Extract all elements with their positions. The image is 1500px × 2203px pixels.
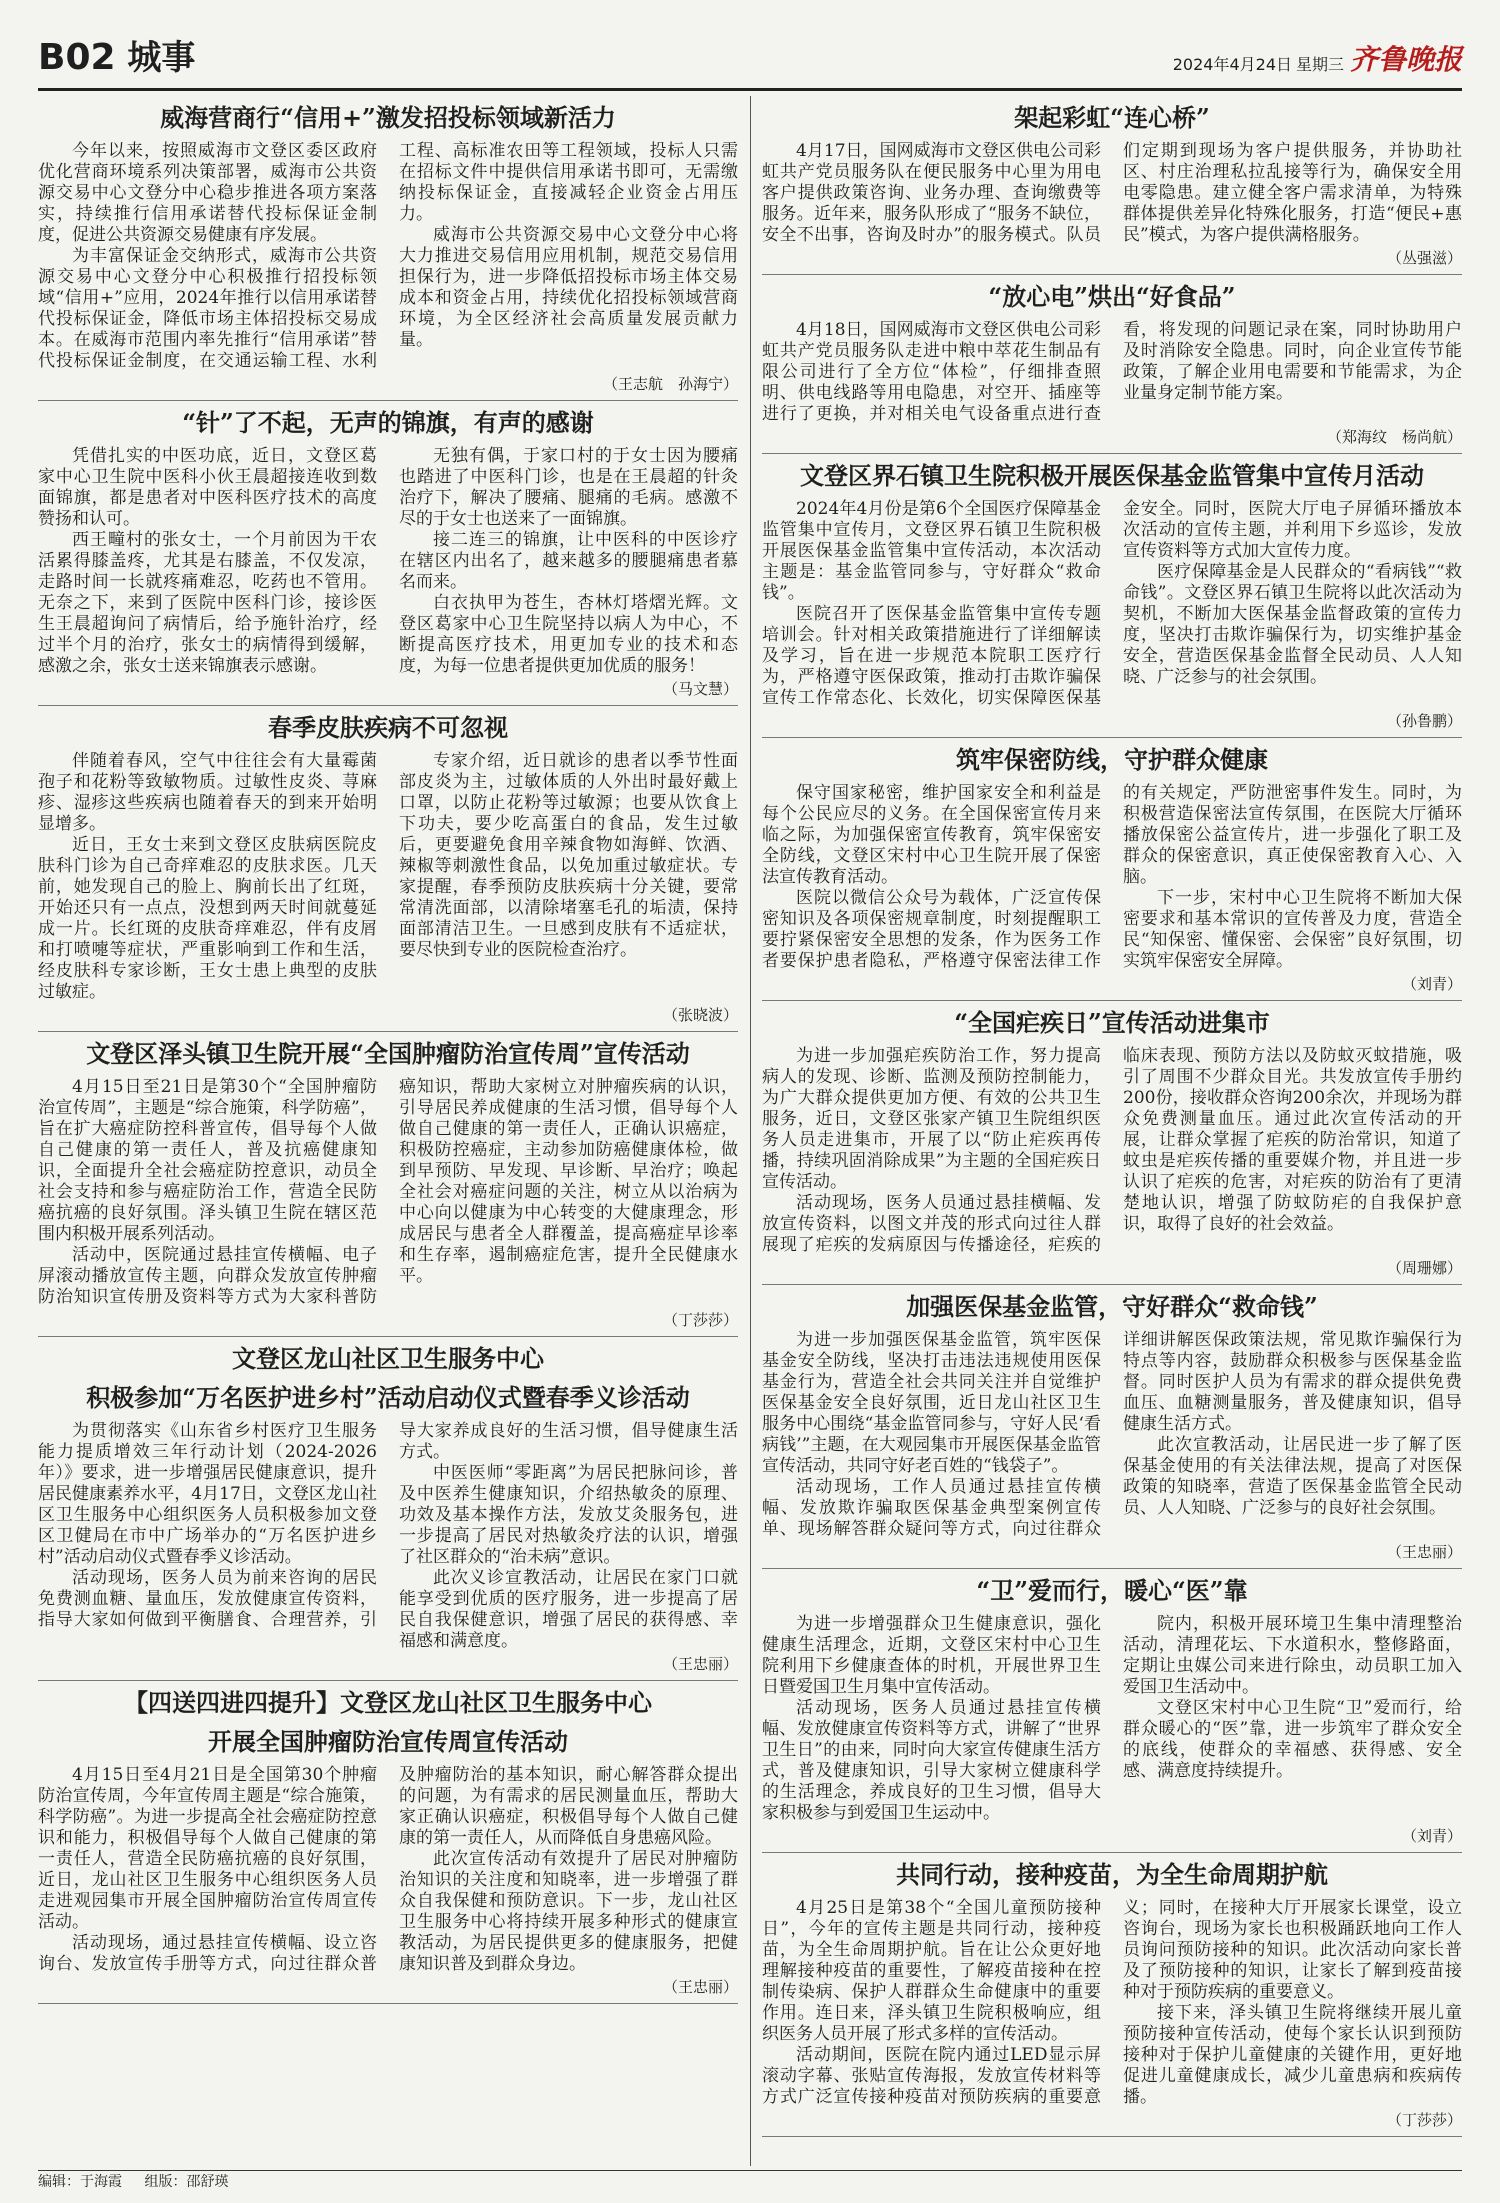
- article-byline: （丛强滋）: [1386, 249, 1462, 267]
- article-byline: （张晓波）: [662, 1006, 738, 1024]
- article-paragraph: 4月15日至21日是第30个“全国肿瘤防治宣传周”，主题是“综合施策，科学防癌”，旨在扩大癌症防控科普宣传，倡导每个人做自己健康的第一责任人，普及抗癌健康知识，全面提升全社会癌症防控意识，动员全社会支持和参与癌症防治工作，营造全民防癌抗癌的良好氛围。泽头镇卫生院在辖区范围内积极开展系列活动。: [38, 1077, 377, 1244]
- article-paragraph: 活动现场，医务人员通过悬挂横幅、发放宣传资料，以图文并茂的形式向过往人群展现了疟疾的发病原因与传播途径，疟疾的临床表现、预防方法以及防蚊灭蚊措施，吸引了周围不少群众目光。共发放宣传手册约200份，接收群众咨询200余次，并现场为群众免费测量血压。通过此次宣传活动的开展，让群众掌握了疟疾的防治常识，知道了蚊虫是疟疾传播的重要媒介物，并且进一步认识了疟疾的危害，对疟疾的防治有了更清楚地认识，增强了防蚊防疟的自我保护意识，取得了良好的社会效益。: [762, 1046, 1462, 1255]
- article: [38, 1681, 738, 2004]
- section-title: [38, 30, 195, 79]
- article: [762, 1285, 1462, 1569]
- article: [38, 706, 738, 1032]
- article-body: [38, 1421, 738, 1652]
- article-headline: 威海营商行“信用+”激发招投标领域新活力: [160, 103, 616, 132]
- article: [38, 1032, 738, 1337]
- article-paragraph: 专家介绍，近日就诊的患者以季节性面部皮炎为主，过敏体质的人外出时最好戴上口罩，以防止花粉等过敏源；也要从饮食上下功夫，要少吃高蛋白的食品，发生过敏后，更要避免食用辛辣食物如海鲜、饮酒、辣椒等刺激性食品，以免加重过敏症状。专家提醒，春季预防皮肤疾病十分关键，要常常清洗面部，以清除堵塞毛孔的垢渍，保持面部清洁卫生。一旦感到皮肤有不适症状，要尽快到专业的医院检查治疗。: [399, 751, 738, 960]
- article-paragraph: 今年以来，按照威海市文登区委区政府优化营商环境系列决策部署，威海市公共资源交易中心文登分中心稳步推进各项方案落实，持续推行信用承诺替代投标保证金制度，促进公共资源交易健康有序发展。: [38, 141, 377, 245]
- article-paragraph: 中医医师“零距离”为居民把脉问诊，普及中医养生健康知识，介绍热敏灸的原理、功效及基本操作方法，发放艾灸服务包，进一步提高了居民对热敏灸疗法的认识，增强了社区群众的“治未病”意识。: [399, 1463, 738, 1567]
- article: [762, 738, 1462, 1001]
- article-headline: 文登区泽头镇卫生院开展“全国肿瘤防治宣传周”宣传活动: [86, 1039, 690, 1068]
- article-paragraph: 伴随着春风，空气中往往会有大量霉菌孢子和花粉等致敏物质。过敏性皮炎、荨麻疹、湿疹这些疾病也随着春天的到来开始明显增多。: [38, 751, 377, 834]
- article-headline: “全国疟疾日”宣传活动进集市: [954, 1008, 1270, 1037]
- article-paragraph: 此次义诊宣教活动，让居民在家门口就能享受到优质的医疗服务，进一步提高了居民自我保健意识，增强了居民的获得感、幸福感和满意度。: [399, 1568, 738, 1651]
- article-paragraph: 此次宣教活动，让居民进一步了解了医保基金使用的有关法律法规，提高了对医保政策的知晓率，营造了医保基金监管全民动员、人人知晓、广泛参与的良好社会氛围。: [1123, 1435, 1462, 1518]
- article-byline: （王忠丽）: [662, 1978, 738, 1996]
- article: [762, 454, 1462, 738]
- article-body: [762, 320, 1462, 425]
- article: [762, 1001, 1462, 1285]
- article-byline: （孙鲁鹏）: [1386, 712, 1462, 730]
- editor-credit: 编辑：于海霞: [38, 2174, 122, 2190]
- article-body: [38, 1077, 738, 1308]
- article-paragraph: 保守国家秘密，维护国家安全和利益是每个公民应尽的义务。在全国保密宣传月来临之际，为加强保密宣传教育，筑牢保密安全防线，文登区宋村中心卫生院开展了保密法宣传教育活动。: [762, 783, 1101, 887]
- article-paragraph: 活动现场，通过悬挂宣传横幅、设立咨询台、发放宣传手册等方式，向过往群众普及肿瘤防治的基本知识，耐心解答群众提出的问题，为有需求的居民测量血压，帮助大家正确认识癌症，积极倡导每个人做自己健康的第一责任人，从而降低自身患癌风险。: [38, 1765, 738, 1974]
- article-headline: 筑牢保密防线，守护群众健康: [956, 745, 1268, 774]
- article-headline: 春季皮肤疾病不可忽视: [268, 713, 508, 742]
- article-body: [38, 1765, 738, 1975]
- article-paragraph: 活动期间，医院在院内通过LED显示屏滚动字幕、张贴宣传海报，发放宣传材料等方式广泛宣传接种疫苗对预防疾病的重要意义；同时，在接种大厅开展家长课堂，设立咨询台，现场为家长也积极踊跃地向工作人员询问预防接种的知识。此次活动向家长普及了预防接种的知识，让家长了解到疫苗接种对于预防疾病的重要意义。: [762, 1898, 1462, 2107]
- article-paragraph: 医院以微信公众号为载体，广泛宣传保密知识及各项保密规章制度，时刻提醒职工要拧紧保密安全思想的发条，作为医务工作者要保护患者隐私，严格遵守保密法律工作的有关规定，严防泄密事件发生。同时，为积极营造保密法宣传氛围，在医院大厅循环播放保密公益宣传片，进一步强化了职工及群众的保密意识，真正使保密教育入心、入脑。: [762, 783, 1462, 971]
- article-paragraph: 活动现场，工作人员通过悬挂宣传横幅、发放欺诈骗取医保基金典型案例宣传单、现场解答群众疑问等方式，向过往群众详细讲解医保政策法规，常见欺诈骗保行为特点等内容，鼓励群众积极参与医保基金监督。同时医护人员为有需求的群众提供免费血压、血糖测量服务，普及健康知识，倡导健康生活方式。: [762, 1330, 1462, 1539]
- column-divider: [750, 96, 751, 2166]
- article-headline: 共同行动，接种疫苗，为全生命周期护航: [896, 1860, 1328, 1889]
- article-headline: 文登区界石镇卫生院积极开展医保基金监管集中宣传月活动: [800, 461, 1424, 490]
- article-paragraph: 4月25日是第38个“全国儿童预防接种日”，今年的宣传主题是共同行动，接种疫苗，为全生命周期护航。旨在让公众更好地理解接种疫苗的重要性，了解疫苗接种在控制传染病、保护人群群众生命健康中的重要作用。连日来，泽头镇卫生院积极响应，组织医务人员开展了形式多样的宣传活动。: [762, 1898, 1101, 2044]
- article-byline: （王志航 孙海宁）: [602, 375, 738, 393]
- article-paragraph: 为进一步加强医保基金监管，筑牢医保基金安全防线，坚决打击违法违规使用医保基金行为，营造全社会共同关注并自觉维护医保基金安全良好氛围，近日龙山社区卫生服务中心围绕“基金监管同参与，守好人民‘看病钱’”主题，在大观园集市开展医保基金监管宣传活动，共同守好老百姓的“钱袋子”。: [762, 1330, 1101, 1476]
- article-paragraph: 威海市公共资源交易中心文登分中心将大力推进交易信用应用机制，规范交易信用担保行为，进一步降低招投标市场主体交易成本和资金占用，持续优化招投标领域营商环境，为全区经济社会高质量发展贡献力量。: [399, 225, 738, 350]
- article-paragraph: 院内，积极开展环境卫生集中清理整治活动，清理花坛、下水道积水，整修路面，定期让虫媒公司来进行除虫，动员职工加入爱国卫生活动中。: [1123, 1614, 1462, 1697]
- article-paragraph: 为贯彻落实《山东省乡村医疗卫生服务能力提质增效三年行动计划（2024-2026年）》要求，进一步增强居民健康意识，提升居民健康素养水平，4月17日，文登区龙山社区卫生服务中心组织医务人员积极参加文登区卫健局在市中广场举办的“万名医护进乡村”活动启动仪式暨春季义诊活动。: [38, 1421, 377, 1567]
- article: [762, 1569, 1462, 1853]
- article-paragraph: 此次宣传活动有效提升了居民对肿瘤防治知识的关注度和知晓率，进一步增强了群众自我保健和预防意识。下一步，龙山社区卫生服务中心将持续开展多种形式的健康宣教活动，为居民提供更多的健康服务，把健康知识普及到群众身边。: [399, 1849, 738, 1974]
- article: [762, 275, 1462, 454]
- article-paragraph: 医院召开了医保基金监管集中宣传专题培训会。针对相关政策措施进行了详细解读及学习，旨在进一步规范本院职工医疗行为，严格遵守医保政策，推动打击欺诈骗保宣传工作常态化、长效化，切实保障医保基金安全。同时，医院大厅电子屏循环播放本次活动的宣传主题，并利用下乡巡诊，发放宣传资料等方式加大宣传力度。: [762, 499, 1462, 708]
- article-subheadline: 开展全国肿瘤防治宣传周宣传活动: [208, 1727, 568, 1756]
- article-headline: “针”了不起，无声的锦旗，有声的感谢: [182, 408, 594, 437]
- article-byline: （周珊娜）: [1386, 1259, 1462, 1277]
- article: [762, 1853, 1462, 2137]
- article-headline: 【四送四进四提升】文登区龙山社区卫生服务中心: [124, 1688, 652, 1717]
- right-column: [762, 96, 1462, 2166]
- article-headline: 加强医保基金监管，守好群众“救命钱”: [906, 1292, 1318, 1321]
- footer: [38, 2170, 1462, 2195]
- article-body: [762, 1330, 1462, 1540]
- left-column: [38, 96, 738, 2166]
- article-paragraph: 西王疃村的张女士，一个月前因为干农活累得膝盖疼，尤其是右膝盖，不仅发凉，走路时间一长就疼痛难忍，吃药也不管用。无奈之下，来到了医院中医科门诊，接诊医生王晨超询问了病情后，给予施针治疗，经过半个月的治疗，张女士的病情得到缓解，感激之余，张女士送来锦旗表示感谢。: [38, 530, 377, 676]
- article-paragraph: 活动现场，医务人员通过悬挂宣传横幅、发放健康宣传资料等方式，讲解了“世界卫生日”的由来，同时向大家宣传健康生活方式，普及健康知识，引导大家树立健康科学的生活理念，养成良好的卫生习惯，倡导大家积极参与到爱国卫生运动中。: [762, 1698, 1101, 1823]
- masthead: [38, 28, 1462, 91]
- article-paragraph: 为进一步加强疟疾防治工作，努力提高病人的发现、诊断、监测及预防控制能力，为广大群众提供更加方便、有效的公共卫生服务，近日，文登区张家产镇卫生院组织医务人员走进集市，开展了以“防止疟疾再传播，持续巩固消除成果”为主题的全国疟疾日宣传活动。: [762, 1046, 1101, 1192]
- article: [38, 96, 738, 401]
- article-body: [762, 783, 1462, 972]
- article: [762, 96, 1462, 275]
- article-paragraph: 医疗保障基金是人民群众的“看病钱”“救命钱”。文登区界石镇卫生院将以此次活动为契机，不断加大医保基金监督政策的宣传力度，坚决打击欺诈骗保行为，切实维护基金安全，营造医保基金监督全民动员、人人知晓、广泛参与的社会氛围。: [1123, 562, 1462, 687]
- issue-weekday: 星期三: [1295, 55, 1344, 74]
- article-paragraph: 近日，王女士来到文登区皮肤病医院皮肤科门诊为自己奇痒难忍的皮肤求医。几天前，她发现自己的脸上、胸前长出了红斑，开始还只有一点点，没想到两天时间就蔓延成一片。长红斑的皮肤奇痒难忍，伴有皮屑和打喷嚏等症状，严重影响到工作和生活，经皮肤科专家诊断，王女士患上典型的皮肤过敏症。: [38, 835, 377, 1002]
- article-subheadline: 积极参加“万名医护进乡村”活动启动仪式暨春季义诊活动: [86, 1383, 690, 1412]
- article-body: [762, 499, 1462, 709]
- article-byline: （马文慧）: [662, 680, 738, 698]
- article-body: [762, 141, 1462, 246]
- article-paragraph: 接下来，泽头镇卫生院将继续开展儿童预防接种宣传活动，使每个家长认识到预防接种对于保护儿童健康的关键作用，更好地促进儿童健康成长，减少儿童患病和疾病传播。: [1123, 2003, 1462, 2107]
- article-byline: （刘青）: [1401, 975, 1462, 993]
- article: [38, 401, 738, 706]
- newspaper-logo: 齐鲁晚报: [1349, 43, 1462, 76]
- article-paragraph: 下一步，宋村中心卫生院将不断加大保密要求和基本常识的宣传普及力度，营造全民“知保密、懂保密、会保密”良好氛围，切实筑牢保密安全屏障。: [1123, 888, 1462, 971]
- section-name: 城事: [127, 38, 196, 78]
- article-body: [762, 1046, 1462, 1256]
- article-paragraph: 活动现场，医务人员为前来咨询的居民免费测血糖、量血压，发放健康宣传资料，指导大家如何做到平衡膳食、合理营养，引导大家养成良好的生活习惯，倡导健康生活方式。: [38, 1421, 738, 1630]
- article-paragraph: 无独有偶，于家口村的于女士因为腰痛也踏进了中医科门诊，也是在王晨超的针灸治疗下，解决了腰痛、腿痛的毛病。感激不尽的于女士也送来了一面锦旗。: [399, 446, 738, 529]
- article-headline: “卫”爱而行，暖心“医”靠: [976, 1576, 1248, 1605]
- article-paragraph: 4月15日至4月21日是全国第30个肿瘤防治宣传周，今年宣传周主题是“综合施策，科学防癌”。为进一步提高全社会癌症防控意识和能力，积极倡导每个人做自己健康的第一责任人，营造全民防癌抗癌的良好氛围，近日，龙山社区卫生服务中心组织医务人员走进观园集市开展全国肿瘤防治宣传周宣传活动。: [38, 1765, 377, 1932]
- article-paragraph: 文登区宋村中心卫生院“卫”爱而行，给群众暖心的“医”靠，进一步筑牢了群众安全的底线，使群众的幸福感、获得感、安全感、满意度持续提升。: [1123, 1698, 1462, 1781]
- article-body: [38, 751, 738, 1003]
- article-headline: 架起彩虹“连心桥”: [1014, 103, 1210, 132]
- issue-date: 2024年4月24日: [1172, 55, 1292, 74]
- article-paragraph: 接二连三的锦旗，让中医科的中医诊疗在辖区内出名了，越来越多的腰腿痛患者慕名而来。: [399, 530, 738, 592]
- article-byline: （刘青）: [1401, 1827, 1462, 1845]
- article-headline: 文登区龙山社区卫生服务中心: [232, 1344, 544, 1373]
- article-paragraph: 活动中，医院通过悬挂宣传横幅、电子屏滚动播放宣传主题，向群众发放宣传肿瘤防治知识宣传册及资料等方式为大家科普防癌知识，帮助大家树立对肿瘤疾病的认识，引导居民养成健康的生活习惯，倡导每个人做自己健康的第一责任人，正确认识癌症，积极防控癌症，主动参加防癌健康体检，做到早预防、早发现、早诊断、早治疗；唤起全社会对癌症问题的关注，树立从以治病为中心向以健康为中心转变的大健康理念，形成居民与患者全人群覆盖，提高癌症早诊率和生存率，遏制癌症危害，提升全民健康水平。: [38, 1077, 738, 1307]
- article-byline: （丁莎莎）: [662, 1311, 738, 1329]
- article-byline: （王忠丽）: [1386, 1543, 1462, 1561]
- article-paragraph: 4月18日，国网威海市文登区供电公司彩虹共产党员服务队走进中粮中萃花生制品有限公司进行了全方位“体检”，仔细排查照明、供电线路等用电隐患，对空开、插座等进行了更换，并对相关电气设备重点进行查看，将发现的问题记录在案，同时协助用户及时消除安全隐患。同时，向企业宣传节能政策，了解企业用电需要和节能需求，为企业量身定制节能方案。: [762, 320, 1462, 424]
- section-code: B02: [38, 37, 116, 78]
- article-body: [38, 446, 738, 677]
- article-paragraph: 2024年4月份是第6个全国医疗保障基金监管集中宣传月，文登区界石镇卫生院积极开展医保基金监管集中宣传活动，本次活动主题是：基金监管同参与，守好群众“救命钱”。: [762, 499, 1101, 603]
- article: [38, 1337, 738, 1681]
- article-byline: （丁莎莎）: [1386, 2111, 1462, 2129]
- article-paragraph: 白衣执甲为苍生，杏林灯塔熠光辉。文登区葛家中心卫生院坚持以病人为中心，不断提高医疗技术，用更加专业的技术和态度，为每一位患者提供更加优质的服务！: [399, 593, 738, 676]
- article-paragraph: 为进一步增强群众卫生健康意识，强化健康生活理念，近期，文登区宋村中心卫生院利用下乡健康查体的时机，开展世界卫生日暨爱国卫生月集中宣传活动。: [762, 1614, 1101, 1697]
- article-body: [762, 1614, 1462, 1824]
- article-byline: （郑海纹 杨尚航）: [1326, 428, 1462, 446]
- article-paragraph: 为丰富保证金交纳形式，威海市公共资源交易中心文登分中心积极推行招投标领域“信用+”应用，2024年推行以信用承诺替代投标保证金，降低市场主体招投标交易成本。在威海市范围内率先推行“信用承诺”替代投标保证金制度，在交通运输工程、水利工程、高标准农田等工程领域，投标人只需在招标文件中提供信用承诺书即可，无需缴纳投标保证金，直接减轻企业资金占用压力。: [38, 141, 738, 371]
- article-body: [38, 141, 738, 372]
- article-body: [762, 1898, 1462, 2108]
- article-headline: “放心电”烘出“好食品”: [988, 282, 1236, 311]
- article-paragraph: 4月17日，国网威海市文登区供电公司彩虹共产党员服务队在便民服务中心里为用电客户提供政策咨询、业务办理、查询缴费等服务。近年来，服务队形成了“服务不缺位，安全不出事，咨询及时办”的服务模式。队员们定期到现场为客户提供服务，并协助社区、村庄治理私拉乱接等行为，确保安全用电零隐患。建立健全客户需求清单，为特殊群体提供差异化特殊化服务，打造“便民+惠民”模式，为客户提供满格服务。: [762, 141, 1462, 245]
- designer-credit: 组版：邵舒瑛: [144, 2174, 229, 2190]
- article-paragraph: 凭借扎实的中医功底，近日，文登区葛家中心卫生院中医科小伙王晨超接连收到数面锦旗，都是患者对中医科医疗技术的高度赞扬和认可。: [38, 446, 377, 529]
- article-byline: （王忠丽）: [662, 1655, 738, 1673]
